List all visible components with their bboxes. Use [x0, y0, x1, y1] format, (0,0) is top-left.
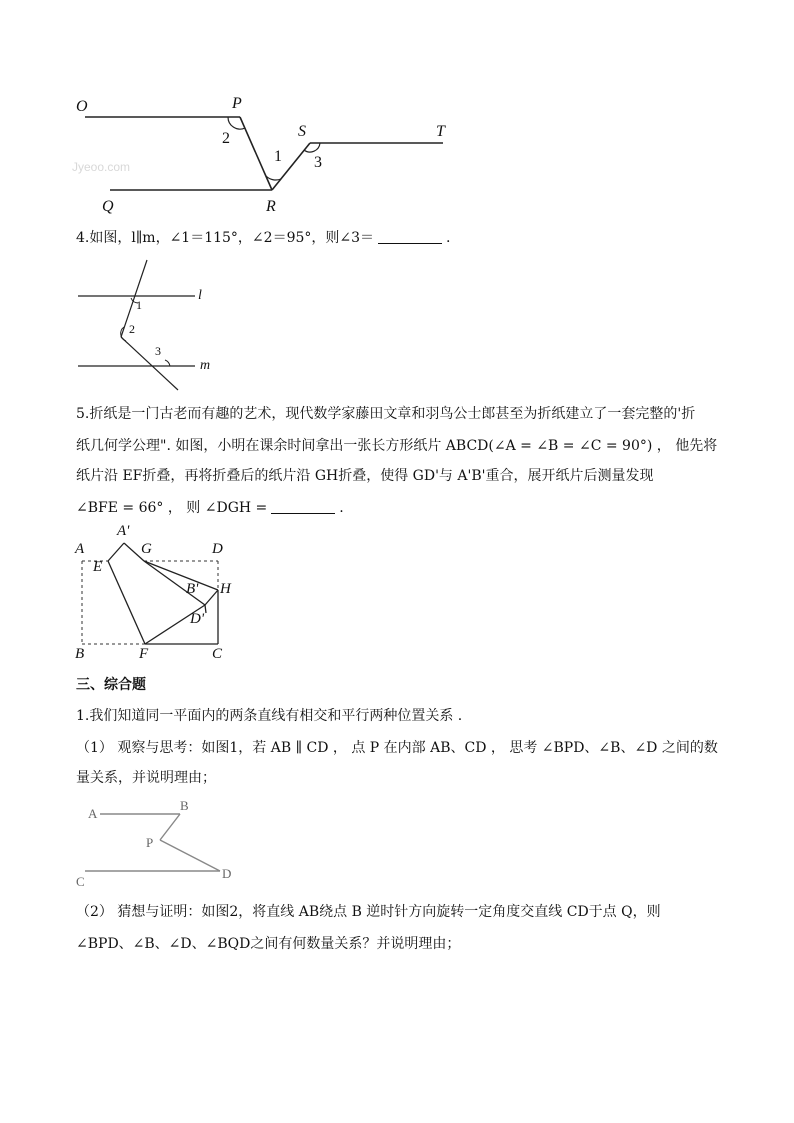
- label-E: E: [93, 559, 103, 575]
- label-H: H: [220, 581, 231, 597]
- label-P: P: [232, 95, 242, 112]
- section-heading: 三、综合题: [76, 677, 146, 693]
- label-B-prime: B': [186, 581, 199, 597]
- part-2-line-2: ∠BPD、∠B、∠D、∠BQD之间有何数量关系？并说明理由；: [76, 936, 461, 952]
- label-A-prime: A': [117, 523, 130, 539]
- part-2-line-1: （2） 猜想与证明：如图2，将直线 AB绕点 B 逆时针方向旋转一定角度交直线 CD于点 Q，则: [76, 904, 661, 920]
- label-S: S: [298, 123, 306, 140]
- fig1-label-B: B: [180, 798, 189, 813]
- label-D: D: [212, 541, 223, 557]
- question-5-line-3: 纸片沿 EF折叠，再将折叠后的纸片沿 GH折叠，使得 GD'与 A'B'重合，展开纸片后测量发现: [76, 468, 654, 484]
- q4-angle-2: 2: [129, 322, 135, 336]
- question-5-line-4a: ∠BFE = 66° ， 则 ∠DGH =: [76, 500, 268, 516]
- question-5-line-1: 5.折纸是一门古老而有趣的艺术，现代数学家藤田文章和羽鸟公士郎甚至为折纸建立了一套完整的'折: [76, 406, 696, 422]
- part-1-line-1: （1） 观察与思考：如图1，若 AB ∥ CD ， 点 P 在内部 AB、CD ， 思考 ∠BPD、∠B、∠D 之间的数: [76, 740, 718, 756]
- fig1-label-A: A: [88, 806, 98, 821]
- angle-label-2: 2: [222, 130, 230, 147]
- label-C: C: [212, 646, 223, 662]
- question-5-line-2: 纸几何学公理". 如图，小明在课余时间拿出一张长方形纸片 ABCD(∠A = ∠B = ∠C = 90°) ， 他先将: [76, 438, 718, 454]
- question-4-end: .: [446, 230, 451, 246]
- label-m: m: [200, 358, 211, 373]
- q4-angle-1: 1: [136, 298, 142, 312]
- part-1-line-2: 量关系，并说明理由；: [76, 770, 216, 786]
- question-5-line-4b: .: [339, 500, 344, 516]
- angle-label-3: 3: [314, 154, 322, 171]
- fig1-label-D: D: [222, 866, 232, 881]
- label-B: B: [75, 646, 85, 662]
- label-R: R: [266, 198, 276, 215]
- label-Q: Q: [102, 198, 114, 215]
- watermark: Jyeoo.com: [72, 160, 131, 174]
- fig1-label-P: P: [146, 835, 154, 850]
- label-O: O: [76, 98, 88, 115]
- label-G: G: [141, 541, 152, 557]
- label-F: F: [139, 646, 149, 662]
- label-T: T: [436, 123, 445, 140]
- label-A: A: [75, 541, 85, 557]
- q4-angle-3: 3: [155, 344, 161, 358]
- comprehensive-question-1-intro: 1.我们知道同一平面内的两条直线有相交和平行两种位置关系 .: [76, 708, 463, 724]
- label-l: l: [198, 288, 202, 303]
- question-4-text: 4.如图，l∥m，∠1＝115°，∠2＝95°，则∠3＝: [76, 230, 375, 246]
- label-D-prime: D': [190, 611, 205, 627]
- angle-label-1: 1: [274, 148, 282, 165]
- fig1-label-C: C: [76, 874, 85, 889]
